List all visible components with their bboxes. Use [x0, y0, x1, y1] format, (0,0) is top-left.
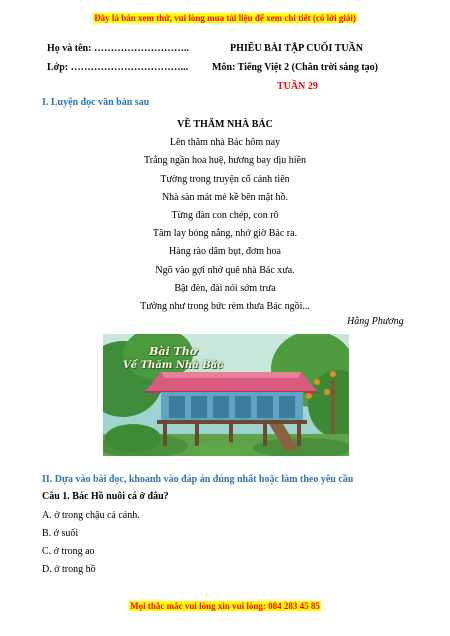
student-name-line: Họ và tên: ………………………..: [47, 43, 189, 54]
subject-line: Môn: Tiếng Việt 2 (Chân trời sáng tạo): [212, 62, 379, 73]
poem-line: Tăm lay bóng nắng, nhớ giờ Bác ra.: [152, 228, 298, 240]
poem-line: Trắng ngần hoa huệ, hương bay dịu hiền: [144, 155, 306, 167]
question1-title: Câu 1. Bác Hồ nuôi cá ở đâu?: [42, 491, 169, 502]
poem-line: Lên thăm nhà Bác hôm nay: [169, 137, 281, 149]
poem-line: Hàng rào dâm bụt, đơm hoa: [169, 246, 281, 258]
bottom-notice-text: Mọi thắc mắc vui lòng xin vui lòng: 084 283 45 85: [130, 601, 320, 611]
question1-option-d[interactable]: D. ở trong hồ: [42, 564, 96, 575]
illustration-caption-line2: Về Thăm Nhà Bác: [123, 360, 224, 371]
section1-heading: I. Luyện đọc văn bản sau: [42, 97, 150, 108]
poem-title: VỀ THĂM NHÀ BÁC: [177, 119, 273, 130]
poem-line: Ngõ vào gợi nhớ quê nhà Bác xưa.: [155, 264, 295, 276]
top-notice-text: Đây là bản xem thử, vui lòng mua tài liệu để xem chi tiết (có lời giải): [94, 13, 356, 23]
illustration-caption: [123, 345, 223, 373]
poem-line: Bật đèn, đài nói sớm trưa: [174, 282, 276, 294]
bottom-notice-banner: [0, 601, 450, 611]
poem-line: Tưởng như trong bức rèm thưa Bác ngồi...: [140, 301, 310, 313]
poem-line: Tường trong truyện cổ cảnh tiên: [160, 173, 290, 185]
section2-heading: II. Dựa vào bài đọc, khoanh vào đáp án đúng nhất hoặc làm theo yêu cầu: [42, 474, 354, 485]
question1-option-a[interactable]: A. ở trong chậu cá cảnh.: [42, 510, 140, 521]
week-label: TUẦN 29: [277, 81, 318, 92]
poem: [0, 116, 450, 316]
poem-author: Hằng Phương: [347, 316, 404, 327]
house-illustration: [103, 334, 349, 456]
worksheet-title: PHIẾU BÀI TẬP CUỐI TUẦN: [230, 43, 363, 54]
top-notice-banner: [0, 13, 450, 23]
class-line: Lớp: ……………………………...: [47, 62, 189, 73]
question1-option-b[interactable]: B. ở suối: [42, 528, 79, 539]
poem-line: Nhà sàn mát mẻ kề bên mặt hồ.: [161, 191, 289, 203]
illustration-caption-line1: Bài Thơ: [149, 345, 198, 358]
question1-option-c[interactable]: C. ở trong ao: [42, 546, 95, 557]
poem-line: Từng đàn con chép, con rô: [171, 210, 279, 222]
